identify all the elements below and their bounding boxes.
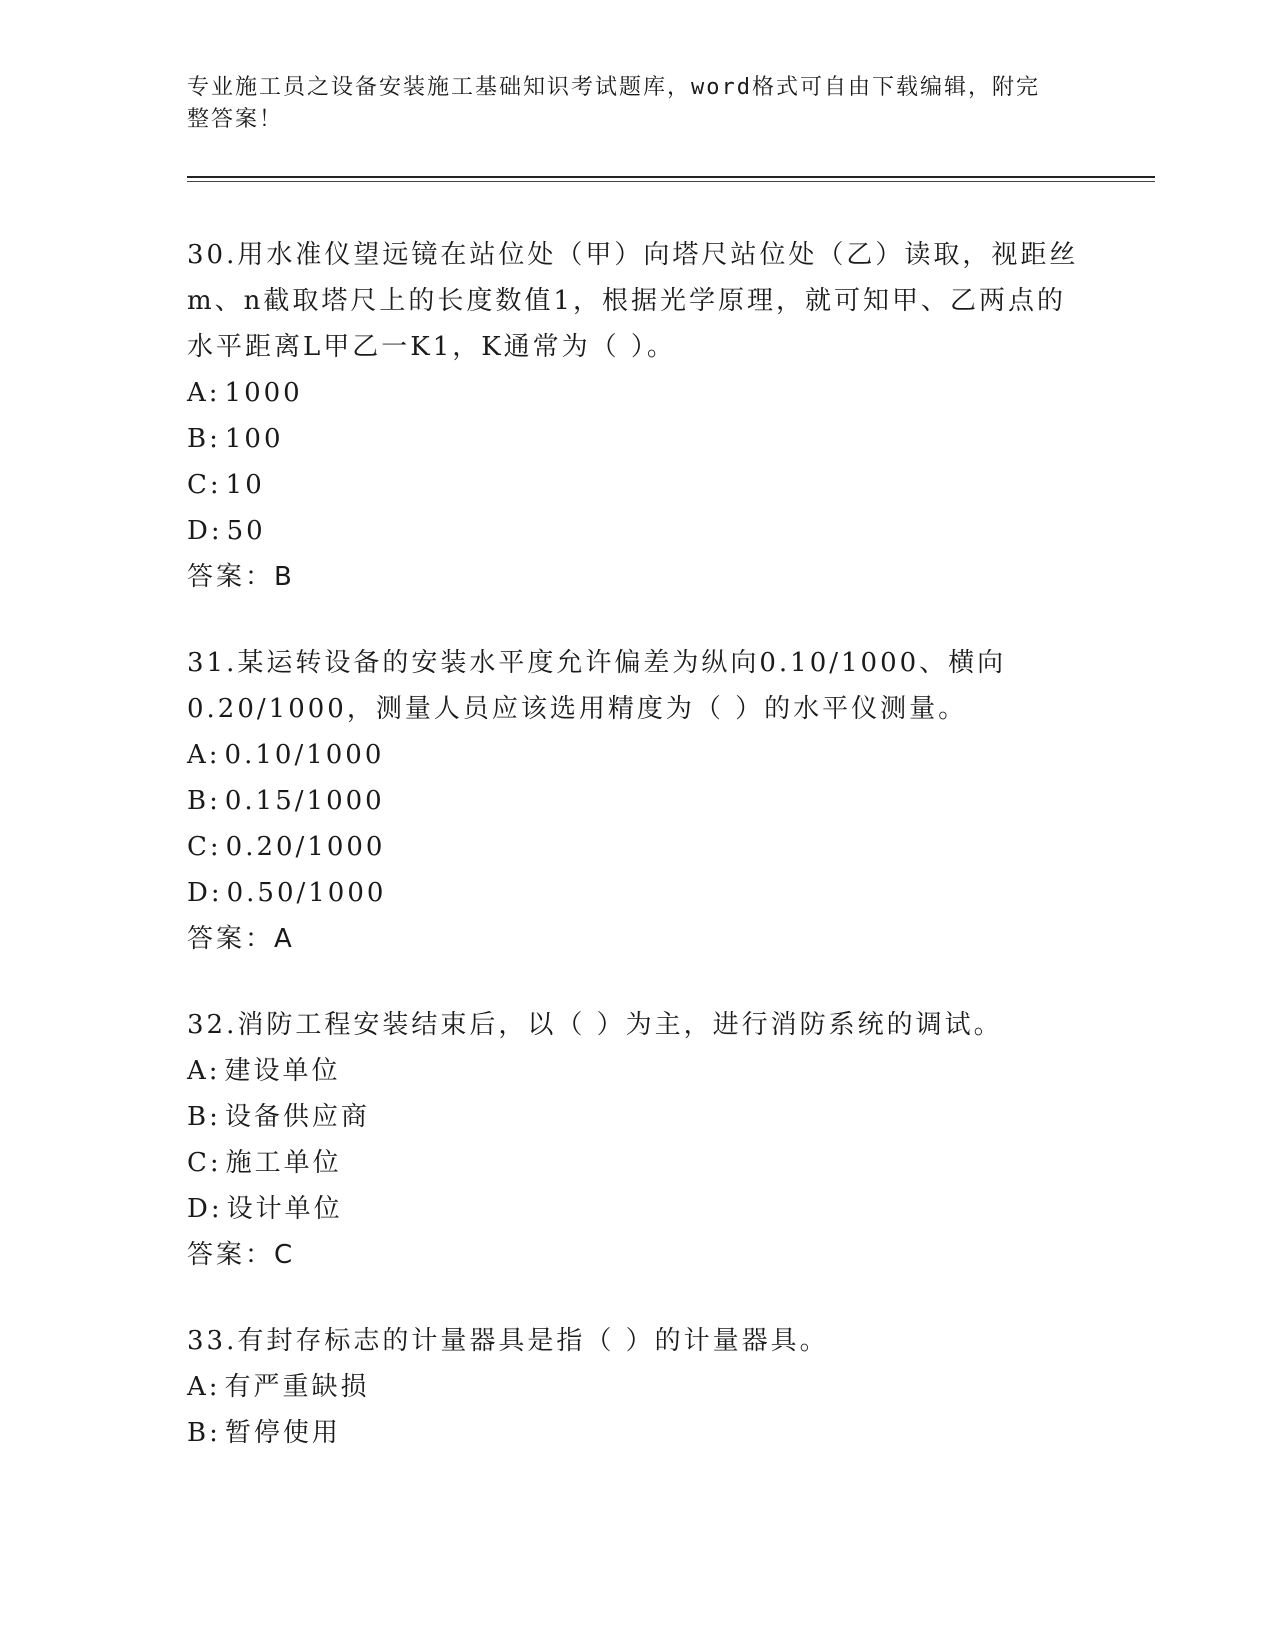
option-d: [187, 1186, 1087, 1232]
option-key: A:: [187, 378, 221, 408]
question-stem-line: 水平距离L甲乙一K1，K通常为（ ）。: [187, 332, 676, 362]
option-c: [187, 1140, 1087, 1186]
question-stem-line: 30.用水准仪望远镜在站位处（甲）向塔尺站位处（乙）读取，视距丝: [187, 240, 1079, 270]
question-list: [187, 232, 1087, 1496]
question-30: [187, 232, 1087, 600]
option-text: 建设单位: [224, 1056, 341, 1086]
question-stem-line: m、n截取塔尺上的长度数值1，根据光学原理，就可知甲、乙两点的: [187, 286, 1066, 316]
question-stem-line: 31.某运转设备的安装水平度允许偏差为纵向0.10/1000、横向: [187, 648, 1007, 678]
option-a: [187, 1048, 1087, 1094]
option-a: [187, 370, 1087, 416]
header-line-2: 整答案！: [187, 107, 284, 132]
answer-line: 答案：C: [187, 1240, 296, 1270]
option-key: B:: [187, 1102, 221, 1132]
question-31: [187, 640, 1087, 962]
option-b: [187, 416, 1087, 462]
option-key: B:: [187, 1418, 221, 1448]
option-key: D:: [187, 516, 223, 546]
option-key: A:: [187, 1372, 221, 1402]
option-d: [187, 508, 1087, 554]
option-b: [187, 1094, 1087, 1140]
option-key: D:: [187, 1194, 223, 1224]
option-key: C:: [187, 1148, 222, 1178]
option-c: [187, 462, 1087, 508]
option-a: [187, 732, 1087, 778]
option-key: D:: [187, 878, 223, 908]
option-text: 0.50/1000: [226, 878, 387, 908]
option-key: A:: [187, 1056, 221, 1086]
option-text: 有严重缺损: [224, 1372, 370, 1402]
header-divider-thin: [187, 181, 1155, 182]
option-text: 50: [226, 516, 266, 546]
option-c: [187, 824, 1087, 870]
answer-line: 答案：B: [187, 562, 295, 592]
option-text: 0.10/1000: [224, 740, 385, 770]
option-text: 设备供应商: [224, 1102, 370, 1132]
option-text: 0.15/1000: [224, 786, 385, 816]
option-key: A:: [187, 740, 221, 770]
answer-line: 答案：A: [187, 924, 295, 954]
option-b: [187, 1410, 1087, 1456]
question-33: [187, 1318, 1087, 1456]
option-key: B:: [187, 786, 221, 816]
option-text: 10: [225, 470, 265, 500]
header-line-1: 专业施工员之设备安装施工基础知识考试题库，word格式可自由下载编辑，附完: [187, 75, 1040, 100]
option-text: 施工单位: [225, 1148, 342, 1178]
question-32: [187, 1002, 1087, 1278]
document-header: [187, 72, 1067, 136]
option-key: C:: [187, 470, 222, 500]
question-stem-line: 0.20/1000，测量人员应该选用精度为（ ）的水平仪测量。: [187, 694, 968, 724]
option-text: 设计单位: [226, 1194, 343, 1224]
option-text: 100: [224, 424, 284, 454]
option-text: 0.20/1000: [225, 832, 386, 862]
option-text: 暂停使用: [224, 1418, 341, 1448]
option-b: [187, 778, 1087, 824]
header-divider: [187, 176, 1155, 178]
question-stem-line: 32.消防工程安装结束后，以（ ）为主，进行消防系统的调试。: [187, 1010, 1003, 1040]
option-d: [187, 870, 1087, 916]
question-stem-line: 33.有封存标志的计量器具是指（ ）的计量器具。: [187, 1326, 829, 1356]
option-key: B:: [187, 424, 221, 454]
option-key: C:: [187, 832, 222, 862]
option-a: [187, 1364, 1087, 1410]
option-text: 1000: [224, 378, 303, 408]
